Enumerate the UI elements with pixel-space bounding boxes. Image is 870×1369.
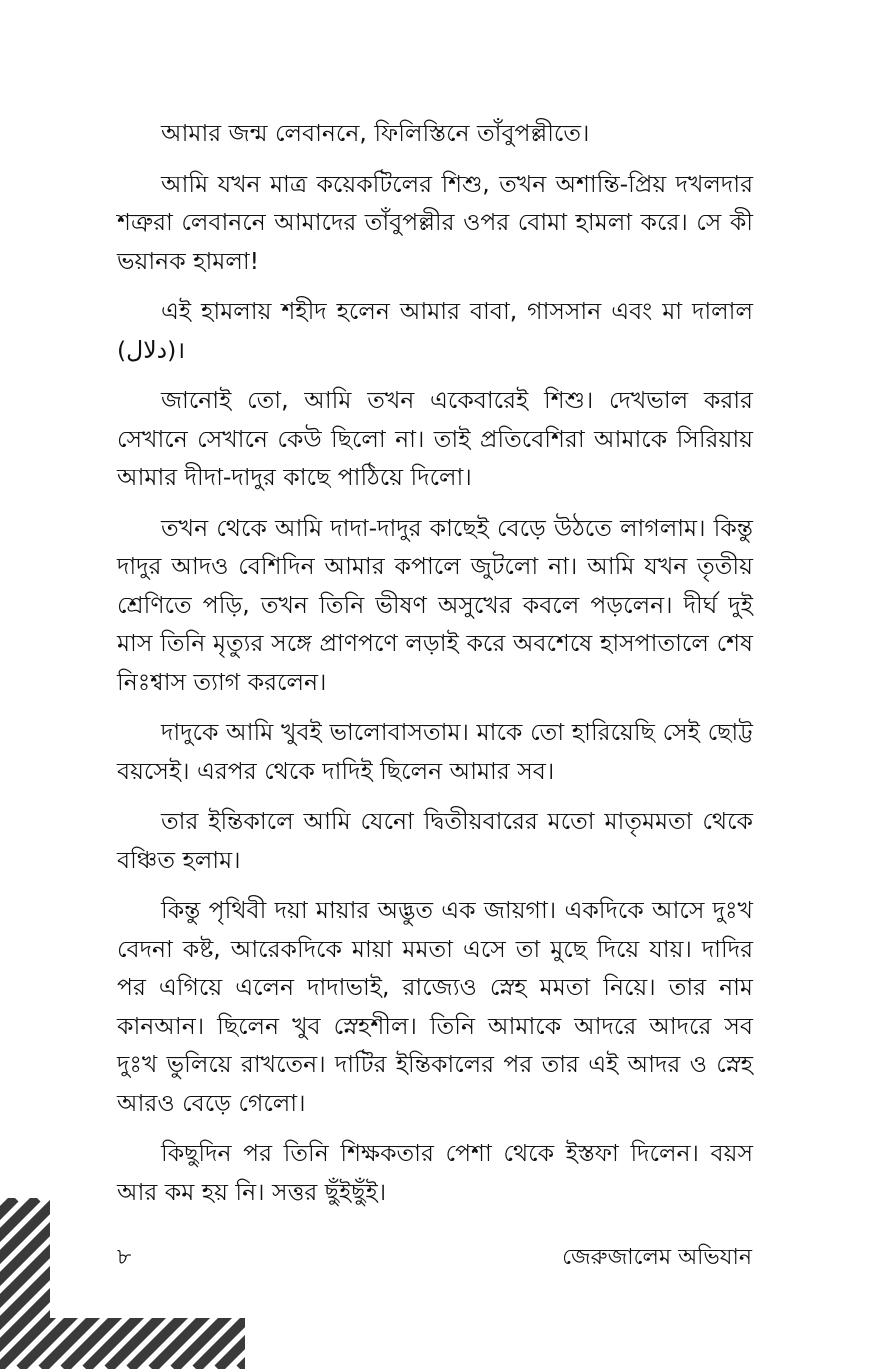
paragraph-2: আমি যখন মাত্র কয়েকটিলের শিশু, তখন অশান্তি-প্রিয় দখলদার শত্রুরা লেবাননে আমাদের তাঁবুপল্লীর ওপর বোমা হামলা করে। সে কী ভয়ানক হামলা!	[117, 169, 753, 275]
page-number: ৮	[117, 1245, 132, 1270]
paragraph-8: কিন্তু পৃথিবী দয়া মায়ার অদ্ভুত এক জায়গা। একদিকে আসে দুঃখ বেদনা কষ্ট, আরেকদিকে মায়া মমতা এসে তা মুছে দিয়ে যায়। দাদির পর এগিয়ে এলেন দাদাভাই, রাজ্যেও স্নেহ মমতা নিয়ে। তার নাম কানআন। ছিলেন খুব স্নেহশীল। তিনি আমাকে আদরে আদরে সব দুঃখ ভুলিয়ে রাখতেন। দাটির ইন্তিকালের পর তার এই আদর ও স্নেহ আরও বেড়ে গেলো।	[117, 896, 753, 1117]
running-title: জেরুজালেম অভিযান	[562, 1245, 752, 1270]
paragraph-7: তার ইন্তিকালে আমি যেনো দ্বিতীয়বারের মতো মাতৃমমতা থেকে বঞ্চিত হলাম।	[117, 807, 753, 874]
paragraph-3: এই হামলায় শহীদ হলেন আমার বাবা, গাসসান এবং মা দালাল (دلال)।	[117, 297, 753, 364]
corner-stripes-decoration	[0, 1198, 260, 1369]
paragraph-4: জানোই তো, আমি তখন একেবারেই শিশু। দেখভাল করার সেখানে সেখানে কেউ ছিলো না। তাই প্রতিবেশিরা আমাকে সিরিয়ায় আমার দীদা-দাদুর কাছে পাঠিয়ে দিলো।	[117, 386, 753, 491]
paragraph-6: দাদুকে আমি খুবই ভালোবাসতাম। মাকে তো হারিয়েছি সেই ছোট্ট বয়সেই। এরপর থেকে দাদিই ছিলেন আমার সব।	[117, 718, 753, 785]
paragraph-1: আমার জন্ম লেবাননে, ফিলিস্তিনে তাঁবুপল্লীতে।	[161, 119, 590, 147]
paragraph-5: তখন থেকে আমি দাদা-দাদুর কাছেই বেড়ে উঠতে লাগলাম। কিন্তু দাদুর আদও বেশিদিন আমার কপালে জুটলো না। আমি যখন তৃতীয় শ্রেণিতে পড়ি, তখন তিনি ভীষণ অসুখের কবলে পড়লেন। দীর্ঘ দুই মাস তিনি মৃত্যুর সঙ্গে প্রাণপণে লড়াই করে অবশেষে হাসপাতালে শেষ নিঃশ্বাস ত্যাগ করলেন।	[117, 513, 753, 696]
paragraph-9: কিছুদিন পর তিনি শিক্ষকতার পেশা থেকে ইস্তফা দিলেন। বয়স আর কম হয় নি। সত্তর ছুঁইছুঁই।	[117, 1139, 753, 1206]
body-text	[117, 114, 753, 1223]
